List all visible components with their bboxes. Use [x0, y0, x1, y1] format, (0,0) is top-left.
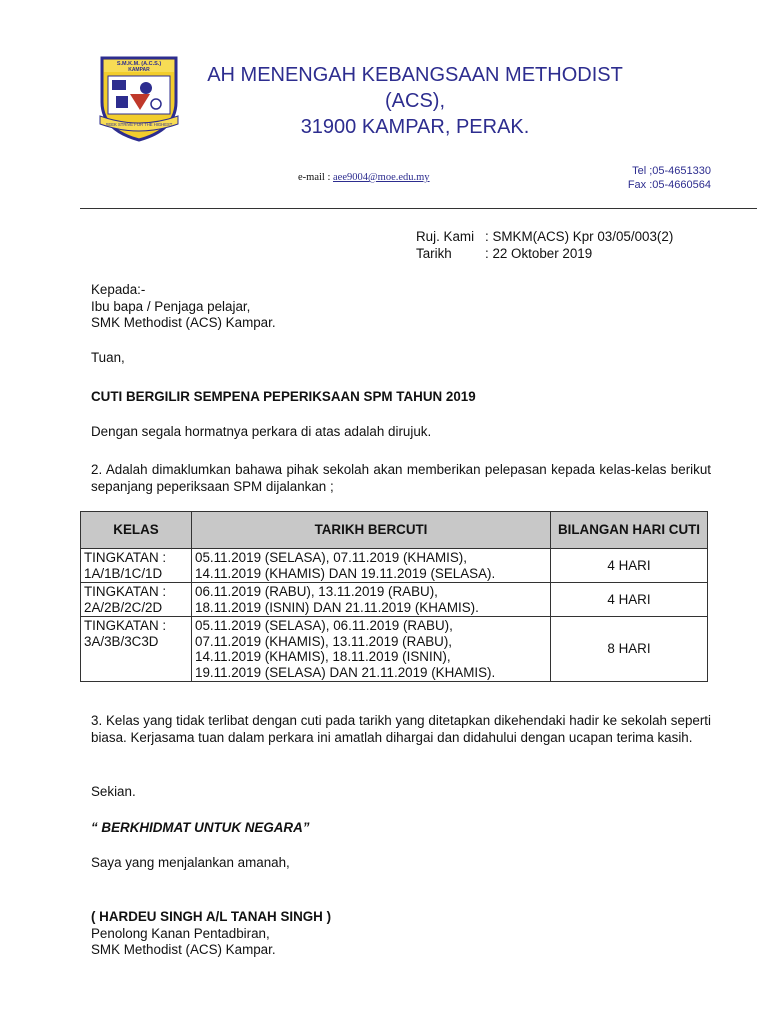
tarikh-line: 14.11.2019 (KHAMIS) DAN 19.11.2019 (SELASA). — [195, 565, 496, 581]
header-kelas: KELAS — [81, 512, 192, 549]
school-name-line2: (ACS), — [385, 90, 445, 112]
svg-text:KAMPAR: KAMPAR — [128, 67, 150, 73]
tel-number: Tel ;05-4651330 — [632, 165, 711, 177]
recipient-heading: Kepada:- — [91, 282, 146, 297]
reference-line — [416, 228, 673, 245]
kelas-label: TINGKATAN : — [84, 584, 167, 599]
kelas-classes: 2A/2B/2C/2D — [84, 599, 163, 615]
motto: “ BERKHIDMAT UNTUK NEGARA” — [91, 820, 310, 835]
recipient-name: Ibu bapa / Penjaga pelajar, — [91, 298, 251, 314]
tarikh-cell — [192, 583, 551, 617]
kelas-cell — [81, 583, 192, 617]
email-label: e-mail : — [298, 172, 333, 183]
signatory-title: Penolong Kanan Pentadbiran, — [91, 925, 270, 941]
table-row — [81, 549, 708, 583]
hari-cell: 8 HARI — [551, 617, 708, 682]
recipient-org: SMK Methodist (ACS) Kampar. — [91, 315, 276, 330]
svg-text:SEEK STRIVE FOR THE HIGHEST: SEEK STRIVE FOR THE HIGHEST — [105, 122, 173, 127]
tarikh-cell — [192, 549, 551, 583]
school-name-line1: AH MENENGAH KEBANGSAAN METHODIST — [207, 64, 623, 86]
kelas-classes: 3A/3B/3C3D — [84, 633, 159, 649]
hari-cell: 4 HARI — [551, 549, 708, 583]
closing: Sekian. — [91, 784, 136, 799]
tarikh-line: 18.11.2019 (ISNIN) DAN 21.11.2019 (KHAMIS). — [195, 599, 479, 615]
ruj-value: : SMKM(ACS) Kpr 03/05/003(2) — [485, 229, 674, 244]
table-row — [81, 583, 708, 617]
kelas-cell — [81, 617, 192, 682]
tarikh-value: : 22 Oktober 2019 — [485, 246, 593, 261]
school-phone — [628, 164, 711, 192]
table-header-row — [81, 512, 708, 549]
tarikh-line: 05.11.2019 (SELASA), 06.11.2019 (RABU), — [195, 618, 453, 633]
kelas-cell — [81, 549, 192, 583]
tarikh-line: 07.11.2019 (KHAMIS), 13.11.2019 (RABU), — [195, 633, 453, 649]
letter-subject: CUTI BERGILIR SEMPENA PEPERIKSAAN SPM TAHUN 2019 — [91, 389, 476, 404]
header-bilangan: BILANGAN HARI CUTI — [551, 512, 708, 549]
kelas-label: TINGKATAN : — [84, 550, 167, 565]
reference-block — [416, 228, 673, 262]
header-tarikh: TARIKH BERCUTI — [192, 512, 551, 549]
paragraph-1: Dengan segala hormatnya perkara di atas adalah dirujuk. — [91, 424, 432, 439]
date-line — [416, 245, 673, 262]
header-divider — [80, 208, 757, 209]
kelas-classes: 1A/1B/1C/1D — [84, 565, 163, 581]
tarikh-line: 05.11.2019 (SELASA), 07.11.2019 (KHAMIS), — [195, 550, 467, 565]
table-row — [81, 617, 708, 682]
svg-text:S.M.K.M. (A.C.S.): S.M.K.M. (A.C.S.) — [116, 61, 162, 67]
school-email — [298, 172, 430, 183]
fax-number: Fax :05-4660564 — [627, 179, 711, 191]
salutation: Tuan, — [91, 350, 125, 365]
kelas-label: TINGKATAN : — [84, 618, 167, 633]
leave-schedule-table — [80, 511, 708, 682]
email-link[interactable]: aee9004@moe.edu.my — [333, 172, 430, 183]
sign-intro: Saya yang menjalankan amanah, — [91, 855, 290, 870]
paragraph-2: 2. Adalah dimaklumkan bahawa pihak sekolah akan memberikan pelepasan kepada kelas-kelas berikut sepanjang peperiksaan SPM dijalankan ; — [91, 462, 711, 494]
signature-block — [91, 909, 711, 959]
tarikh-cell — [192, 617, 551, 682]
recipient-block — [91, 282, 711, 332]
signatory-name: ( HARDEU SINGH A/L TANAH SINGH ) — [91, 909, 332, 924]
school-name — [150, 62, 680, 140]
tarikh-line: 19.11.2019 (SELASA) DAN 21.11.2019 (KHAMIS). — [195, 664, 496, 680]
tarikh-label: Tarikh — [416, 246, 452, 261]
signatory-org: SMK Methodist (ACS) Kampar. — [91, 942, 276, 957]
school-address: 31900 KAMPAR, PERAK. — [300, 116, 530, 138]
tarikh-line: 06.11.2019 (RABU), 13.11.2019 (RABU), — [195, 584, 438, 599]
paragraph-3: 3. Kelas yang tidak terlibat dengan cuti pada tarikh yang ditetapkan dikehendaki hadir ke sekolah seperti biasa. Kerjasama tuan dalam perkara ini amatlah dihargai dan didahului dengan ucapan terima kasih. — [91, 713, 711, 745]
ruj-label: Ruj. Kami — [416, 229, 475, 244]
tarikh-line: 14.11.2019 (KHAMIS), 18.11.2019 (ISNIN), — [195, 649, 451, 664]
hari-cell: 4 HARI — [551, 583, 708, 617]
